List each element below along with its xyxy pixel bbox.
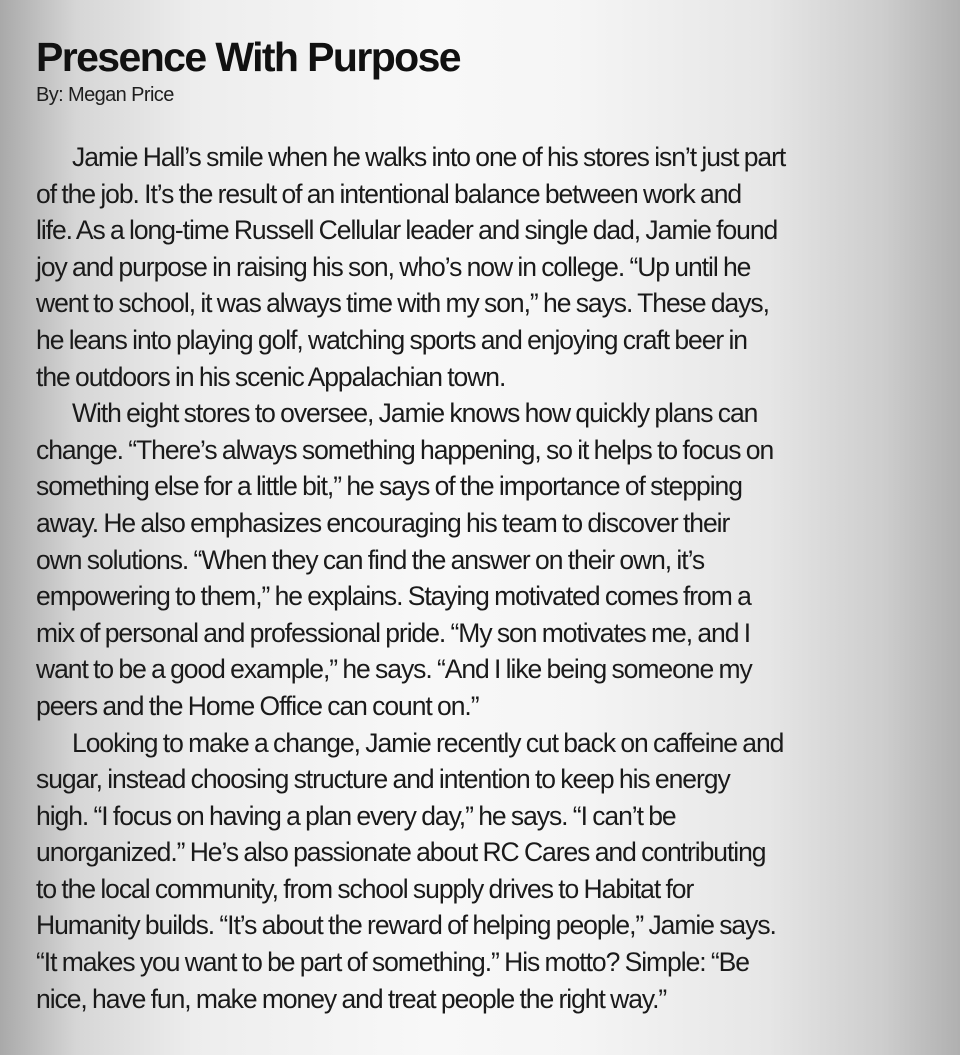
text-line: to the local community, from school supply drives to Habitat for [36, 873, 694, 904]
text-line: empowering to them,” he explains. Staying motivated comes from a [36, 581, 751, 612]
text-line: peers and the Home Office can count on.” [36, 690, 479, 721]
text-line: With eight stores to oversee, Jamie knows how quickly plans can [72, 398, 758, 429]
text-line: high. “I focus on having a plan every day,” he says. “I can’t be [36, 800, 676, 831]
text-line: change. “There’s always something happening, so it helps to focus on [36, 434, 774, 465]
paragraph-1 [36, 139, 936, 395]
text-line: own solutions. “When they can find the answer on their own, it’s [36, 544, 705, 575]
text-line: “It makes you want to be part of something.” His motto? Simple: “Be [36, 947, 749, 978]
article-title: Presence With Purpose [36, 34, 461, 80]
text-line: something else for a little bit,” he says of the importance of stepping [36, 471, 742, 502]
text-line: want to be a good example,” he says. “And I like being someone my [36, 654, 752, 685]
article-byline: By: Megan Price [36, 84, 174, 106]
text-line: life. As a long-time Russell Cellular leader and single dad, Jamie found [36, 215, 778, 246]
text-line: Jamie Hall’s smile when he walks into one of his stores isn’t just part [72, 142, 786, 172]
article-body [36, 139, 936, 1017]
text-line: Humanity builds. “It’s about the reward of helping people,” Jamie says. [36, 910, 776, 941]
paragraph-3 [36, 725, 936, 1018]
text-line: he leans into playing golf, watching sports and enjoying craft beer in [36, 324, 747, 355]
text-line: the outdoors in his scenic Appalachian town. [36, 361, 506, 392]
text-line: mix of personal and professional pride. “My son motivates me, and I [36, 617, 751, 648]
text-line: of the job. It’s the result of an intentional balance between work and [36, 178, 742, 209]
text-line: went to school, it was always time with my son,” he says. These days, [36, 288, 769, 319]
text-line: sugar, instead choosing structure and intention to keep his energy [36, 764, 730, 795]
text-line: unorganized.” He’s also passionate about RC Cares and contributing [36, 837, 766, 868]
text-line: joy and purpose in raising his son, who’s now in college. “Up until he [36, 251, 751, 282]
text-line: away. He also emphasizes encouraging his team to discover their [36, 507, 730, 538]
text-line: nice, have fun, make money and treat people the right way.” [36, 983, 667, 1014]
text-line: Looking to make a change, Jamie recently cut back on caffeine and [72, 727, 784, 758]
paragraph-2 [36, 395, 936, 724]
